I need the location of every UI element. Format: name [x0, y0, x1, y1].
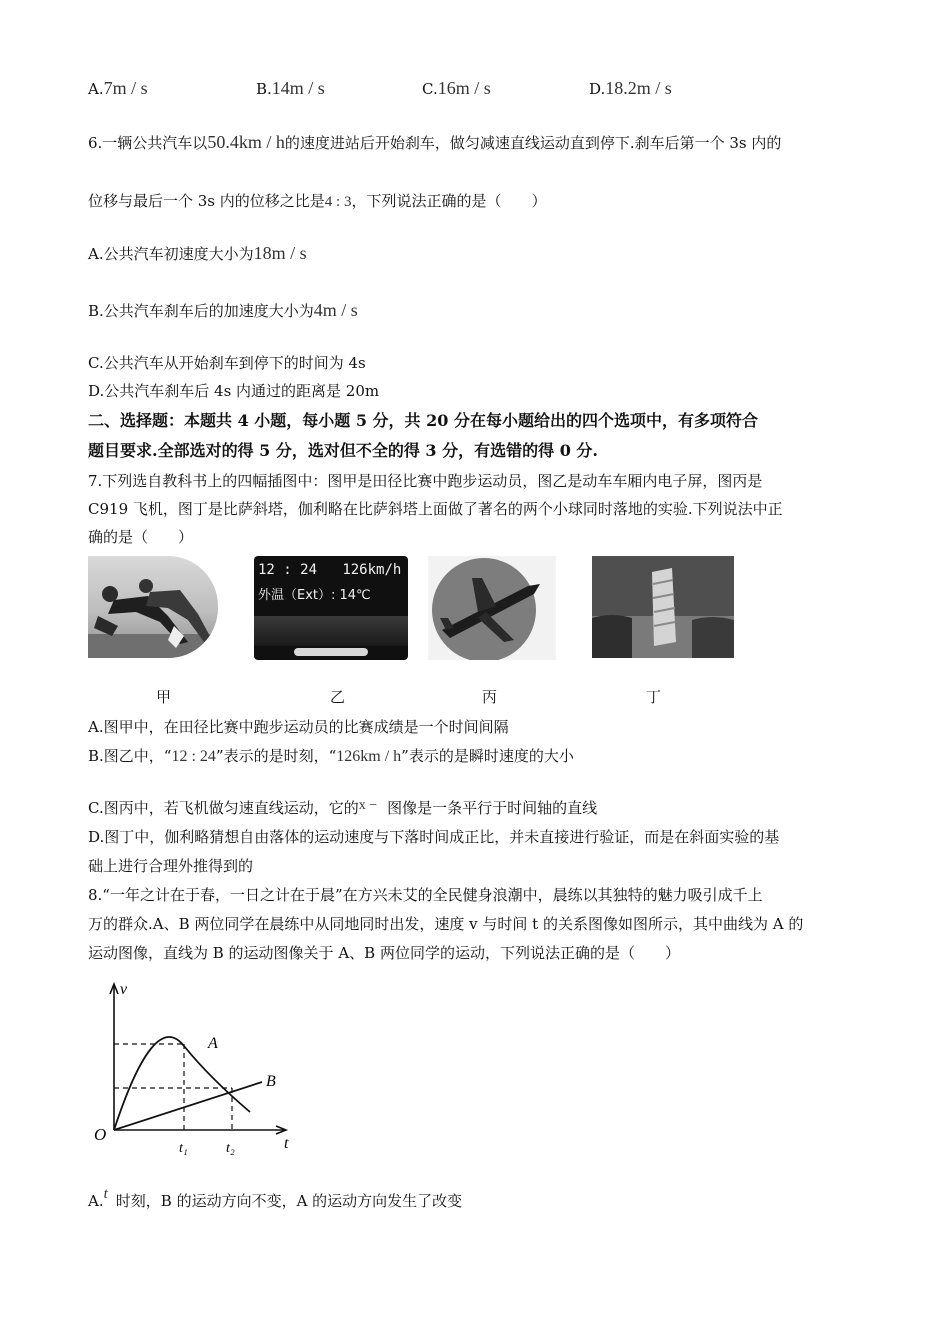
q7-option-d-line1[interactable]: D.图丁中，伽利略猜想自由落体的运动速度与下落时间成正比，并未直接进行验证，而是在斜面实验的基: [88, 828, 780, 846]
symbol: t: [103, 1186, 108, 1202]
q6-option-b[interactable]: [88, 300, 358, 321]
screen-temperature: 外温（Ext）: 14℃: [258, 588, 371, 603]
caption-bing: 丙: [482, 688, 498, 706]
q8-stem-line1: 8.“一年之计在于春，一日之计在于晨”在方兴未艾的全民健身浪潮中，晨练以其独特的魅力吸引成千上: [88, 886, 763, 904]
train-screen-image: [254, 556, 408, 660]
option-value: 16m / s: [437, 78, 491, 98]
text: 6.一辆公共汽车以: [88, 134, 208, 152]
option-label: C.: [422, 80, 438, 98]
text: ”表示的是时刻，“: [215, 747, 337, 765]
q7-option-c[interactable]: [88, 797, 597, 818]
option-label: B.: [256, 80, 272, 98]
aircraft-drawing: [428, 556, 556, 660]
q5-option-d[interactable]: [589, 78, 672, 99]
caption-yi: 乙: [330, 688, 346, 706]
q5-option-a[interactable]: [88, 78, 148, 99]
q8-stem-line3: 运动图像，直线为 B 的运动图像关于 A、B 两位同学的运动，下列说法正确的是（ ）: [88, 944, 680, 962]
origin-label: O: [94, 1125, 107, 1144]
option-value: 7m / s: [103, 78, 148, 98]
text: 的速度进站后开始刹车，做匀减速直线运动直到停下.刹车后第一个 3s 内的: [284, 134, 782, 152]
symbol: x −: [358, 798, 378, 813]
option-label: A.: [88, 1192, 104, 1210]
q6-stem-line1: [88, 132, 781, 153]
q6-stem-line2: [88, 190, 546, 211]
option-label: D.: [589, 80, 606, 98]
q7-option-a[interactable]: A.图甲中，在田径比赛中跑步运动员的比赛成绩是一个时间间隔: [88, 718, 509, 736]
q8-stem-line2: 万的群众.A、B 两位同学在晨练中从同地同时出发，速度 v 与时间 t 的关系图像如图所示，其中曲线为 A 的: [88, 915, 804, 933]
section-heading-line1: 二、选择题：本题共 4 小题，每小题 5 分，共 20 分在每小题给出的四个选项中，有多项符合: [88, 411, 758, 430]
text: C.图丙中，若飞机做匀速直线运动，它的: [88, 799, 359, 817]
text: B.图乙中，“: [88, 747, 172, 765]
q6-option-c[interactable]: C.公共汽车从开始刹车到停下的时间为 4s: [88, 354, 366, 372]
aircraft-image: [428, 556, 556, 660]
screen-time: 12 : 24: [258, 562, 318, 578]
option-value: 18m / s: [253, 243, 307, 263]
q5-option-c[interactable]: [422, 78, 491, 99]
q5-option-b[interactable]: [256, 78, 325, 99]
speed-value: 126km / h: [336, 748, 402, 765]
q6-option-a[interactable]: [88, 243, 307, 264]
text: ”表示的是瞬时速度的大小: [401, 747, 574, 765]
speed-value: 50.4km / h: [207, 132, 285, 152]
option-value: 14m / s: [271, 78, 325, 98]
t2-label: t₂: [226, 1141, 235, 1156]
q7-option-d-line2: 础上进行合理外推得到的: [88, 857, 254, 875]
vt-graph: [84, 978, 314, 1168]
caption-ding: 丁: [646, 688, 662, 706]
q6-option-d[interactable]: D.公共汽车刹车后 4s 内通过的距离是 20m: [88, 382, 380, 400]
ratio-value: 4 : 3: [324, 194, 352, 210]
pisa-drawing: [592, 556, 734, 658]
text: 图像是一条平行于时间轴的直线: [387, 799, 598, 817]
pisa-tower-image: [592, 556, 734, 658]
caption-jia: 甲: [156, 688, 172, 706]
text: ，下列说法正确的是（ ）: [351, 192, 547, 210]
section-heading-line2: 题目要求.全部选对的得 5 分，选对但不全的得 3 分，有选错的得 0 分.: [88, 441, 598, 460]
curve-a-label: A: [208, 1035, 218, 1052]
q8-option-a[interactable]: [88, 1186, 462, 1211]
option-value: 18.2m / s: [605, 78, 672, 98]
q7-stem-line1: 7.下列选自教科书上的四幅插图中：图甲是田径比赛中跑步运动员，图乙是动车车厢内电子屏，图丙是: [88, 472, 763, 490]
q7-stem-line2: C919 飞机，图丁是比萨斜塔，伽利略在比萨斜塔上面做了著名的两个小球同时落地的实验.下列说法中正: [88, 500, 783, 518]
q7-option-b[interactable]: [88, 745, 574, 766]
sprinter-drawing: [88, 556, 218, 658]
curve-a: [114, 1037, 250, 1130]
option-label: A.: [88, 80, 104, 98]
option-text: A.公共汽车初速度大小为: [88, 245, 254, 263]
q7-stem-line3: 确的是（ ）: [88, 528, 194, 546]
option-text: 时刻，B 的运动方向不变，A 的运动方向发生了改变: [115, 1192, 463, 1210]
line-b-label: B: [266, 1073, 276, 1090]
t1-label: t₁: [179, 1141, 188, 1156]
x-axis-label: t: [284, 1135, 289, 1152]
option-text: B.公共汽车刹车后的加速度大小为: [88, 302, 314, 320]
y-axis-label: v: [120, 981, 128, 998]
time-value: 12 : 24: [171, 748, 216, 765]
text: 位移与最后一个 3s 内的位移之比是: [88, 192, 325, 210]
line-b: [114, 1082, 262, 1130]
sprinter-image: [88, 556, 218, 658]
option-value: 4m / s: [313, 300, 358, 320]
screen-speed: 126km/h: [342, 562, 402, 578]
